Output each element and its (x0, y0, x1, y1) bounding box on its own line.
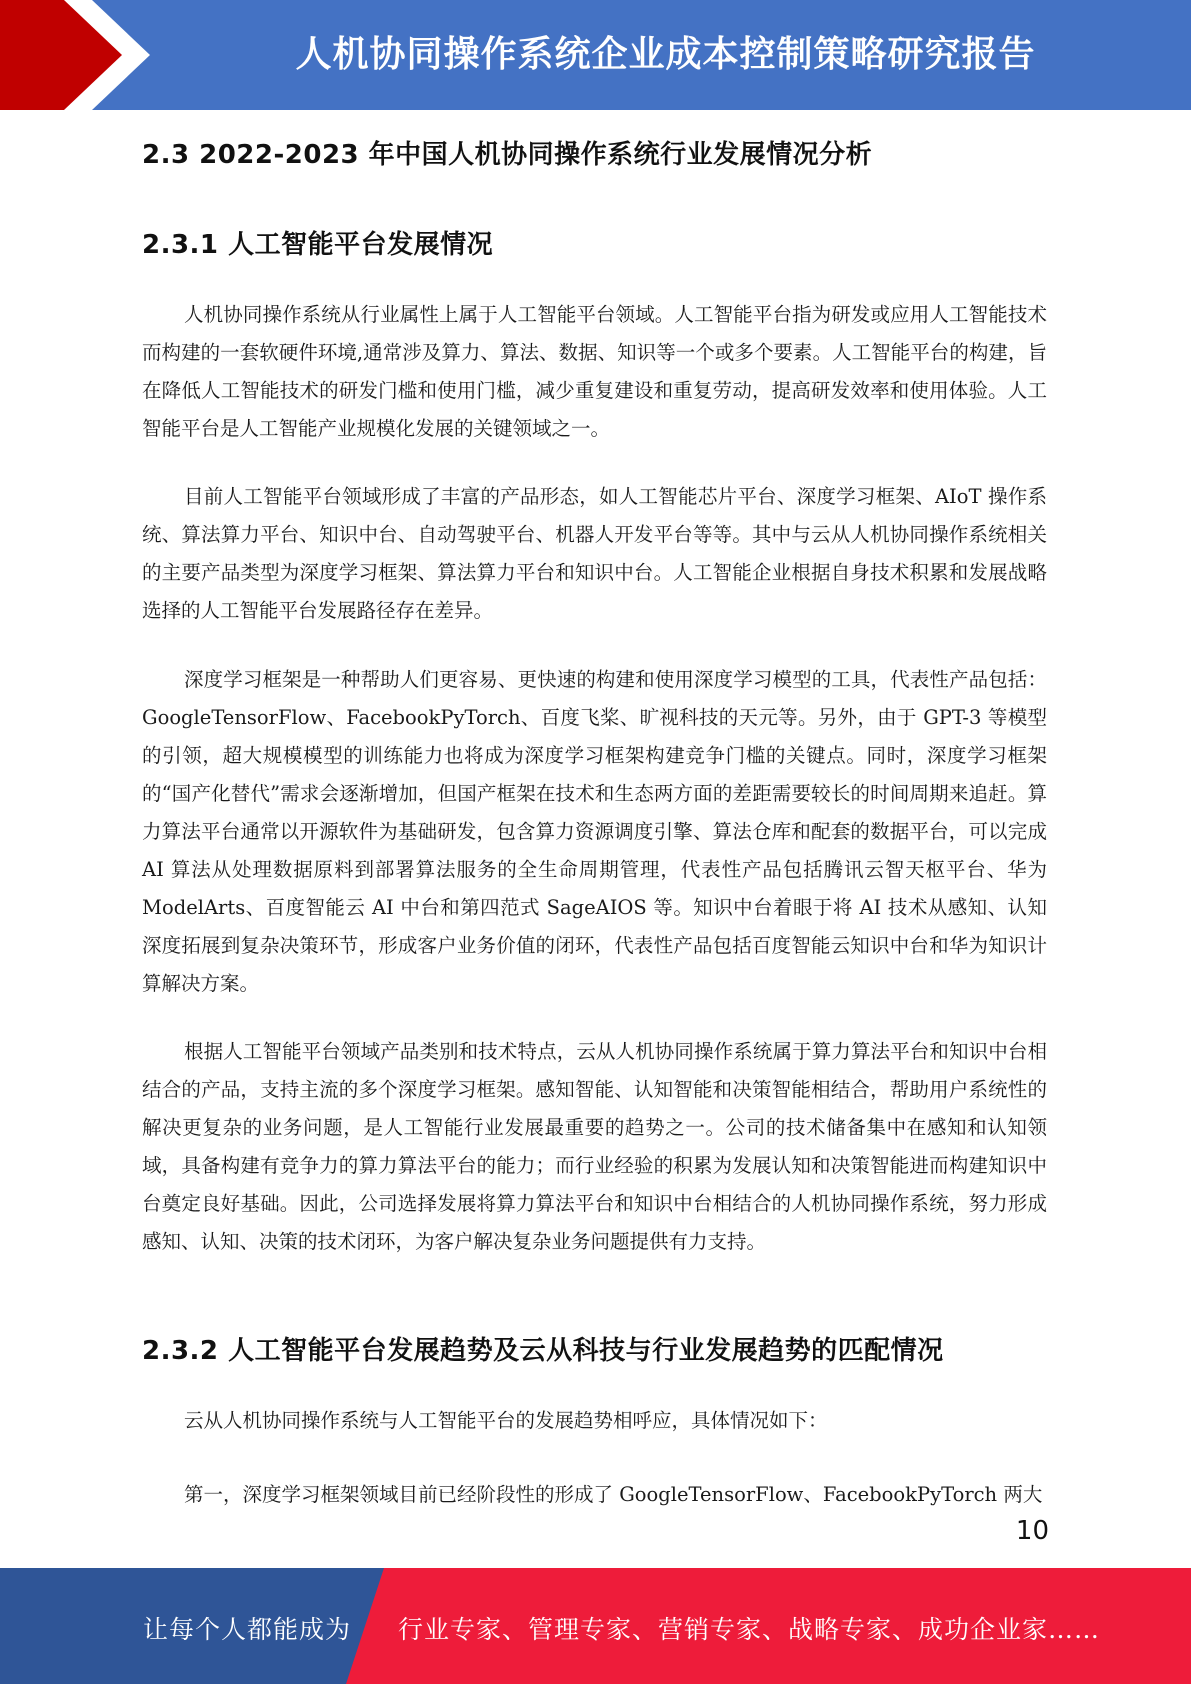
section-heading-2-3-2: 2.3.2 人工智能平台发展趋势及云从科技与行业发展趋势的匹配情况 (142, 1336, 944, 1366)
footer-slogan-left: 让每个人都能成为 (143, 1615, 352, 1644)
paragraph: 根据人工智能平台领域产品类别和技术特点，云从人机协同操作系统属于算力算法平台和知识中台相结合的产品，支持主流的多个深度学习框架。感知智能、认知智能和决策智能相结合，帮助用户系统性的解决更复杂的业务问题，是人工智能行业发展最重要的趋势之一。公司的技术储备集中在感知和认知领域，具备构建有竞争力的算力算法平台的能力；而行业经验的积累为发展认知和决策智能进而构建知识中台奠定良好基础。因此，公司选择发展将算力算法平台和知识中台相结合的人机协同操作系统，努力形成感知、认知、决策的技术闭环，为客户解决复杂业务问题提供有力支持。 (142, 1040, 1047, 1253)
page-number: 10 (1015, 1516, 1049, 1546)
footer-slogan-right: 行业专家、管理专家、营销专家、战略专家、成功企业家…… (398, 1615, 1101, 1644)
footer-banner (0, 1568, 1191, 1684)
paragraph: 深度学习框架是一种帮助人们更容易、更快速的构建和使用深度学习模型的工具，代表性产品包括：GoogleTensorFlow、FacebookPyTorch、百度飞桨、旷视科技的天元等。另外，由于 GPT-3 等模型的引领，超大规模模型的训练能力也将成为深度学习框架构建竞争门槛的关键点。同时，深度学习框架的“国产化替代”需求会逐渐增加，但国产框架在技术和生态两方面的差距需要较长的时间周期来追赶。算力算法平台通常以开源软件为基础研发，包含算力资源调度引擎、算法仓库和配套的数据平台，可以完成 AI 算法从处理数据原料到部署算法服务的全生命周期管理，代表性产品包括腾讯云智天枢平台、华为 ModelArts、百度智能云 AI 中台和第四范式 SageAIOS 等。知识中台着眼于将 AI 技术从感知、认知深度拓展到复杂决策环节，形成客户业务价值的闭环，代表性产品包括百度智能云知识中台和华为知识计算解决方案。 (142, 668, 1047, 995)
section-heading-2-3: 2.3 2022-2023 年中国人机协同操作系统行业发展情况分析 (142, 140, 873, 170)
arrow-decoration-icon (0, 0, 150, 110)
paragraph: 目前人工智能平台领域形成了丰富的产品形态，如人工智能芯片平台、深度学习框架、AIoT 操作系统、算法算力平台、知识中台、自动驾驶平台、机器人开发平台等等。其中与云从人机协同操作系统相关的主要产品类型为深度学习框架、算法算力平台和知识中台。人工智能企业根据自身技术积累和发展战略选择的人工智能平台发展路径存在差异。 (142, 485, 1047, 622)
section-heading-2-3-1: 2.3.1 人工智能平台发展情况 (142, 230, 494, 260)
report-title: 人机协同操作系统企业成本控制策略研究报告 (295, 34, 1036, 75)
header-banner (0, 0, 1191, 110)
paragraph: 云从人机协同操作系统与人工智能平台的发展趋势相呼应，具体情况如下： (184, 1409, 828, 1432)
paragraph: 人机协同操作系统从行业属性上属于人工智能平台领域。人工智能平台指为研发或应用人工智能技术而构建的一套软硬件环境,通常涉及算力、算法、数据、知识等一个或多个要素。人工智能平台的构建，旨在降低人工智能技术的研发门槛和使用门槛，减少重复建设和重复劳动，提高研发效率和使用体验。人工智能平台是人工智能产业规模化发展的关键领域之一。 (142, 303, 1047, 440)
paragraph: 第一，深度学习框架领域目前已经阶段性的形成了 GoogleTensorFlow、FacebookPyTorch 两大 (184, 1483, 1043, 1506)
